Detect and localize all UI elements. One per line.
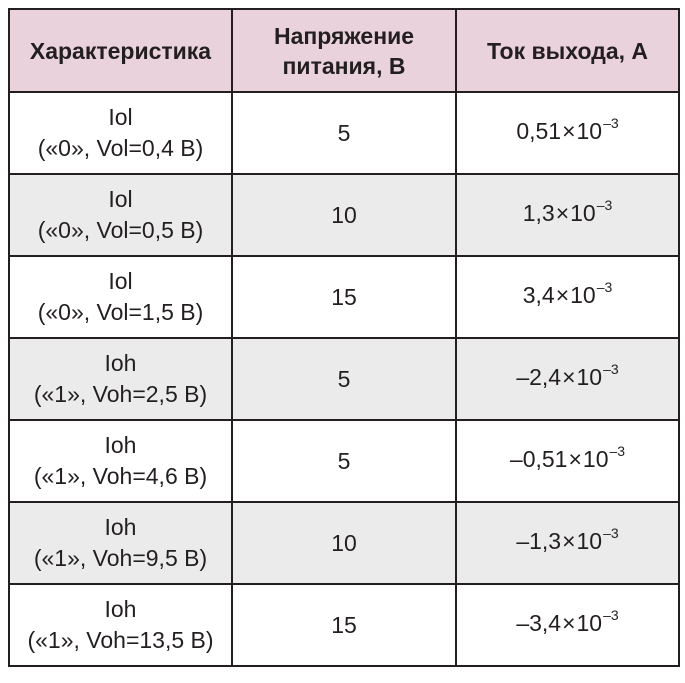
characteristic-name: Iol xyxy=(108,186,133,212)
characteristic-name: Ioh xyxy=(104,350,137,376)
current-cell: $1,3\times 10^{-3}$ xyxy=(456,174,679,256)
table-row xyxy=(9,584,679,666)
characteristic-condition: («0», Vol=0,4 В) xyxy=(37,135,204,161)
voltage-cell: 5 xyxy=(232,92,456,174)
characteristic-condition: («1», Voh=2,5 В) xyxy=(33,381,208,407)
characteristic-name: Iol xyxy=(108,268,133,294)
table-row xyxy=(9,502,679,584)
header-output-current: Ток выхода, А xyxy=(456,9,679,92)
characteristic-name: Iol xyxy=(108,104,133,130)
voltage-cell: 15 xyxy=(232,256,456,338)
characteristic-cell xyxy=(9,420,232,502)
characteristic-condition: («1», Voh=13,5 В) xyxy=(27,627,214,653)
current-cell: $3,4\times 10^{-3}$ xyxy=(456,256,679,338)
characteristic-condition: («1», Voh=9,5 В) xyxy=(33,545,208,571)
characteristic-cell xyxy=(9,502,232,584)
characteristic-cell xyxy=(9,92,232,174)
current-cell: $-2,4\times 10^{-3}$ xyxy=(456,338,679,420)
characteristic-name: Ioh xyxy=(104,432,137,458)
voltage-cell: 10 xyxy=(232,174,456,256)
characteristic-name: Ioh xyxy=(104,596,137,622)
current-cell: $-0,51\times 10^{-3}$ xyxy=(456,420,679,502)
characteristic-condition: («0», Vol=0,5 В) xyxy=(37,217,204,243)
header-row xyxy=(9,9,679,92)
characteristic-cell xyxy=(9,338,232,420)
header-supply-voltage: Напряжение питания, В xyxy=(232,9,456,92)
table-row xyxy=(9,174,679,256)
characteristic-cell xyxy=(9,256,232,338)
table-row xyxy=(9,338,679,420)
voltage-cell: 10 xyxy=(232,502,456,584)
header-characteristic: Характеристика xyxy=(9,9,232,92)
characteristic-condition: («1», Voh=4,6 В) xyxy=(33,463,208,489)
voltage-cell: 5 xyxy=(232,338,456,420)
current-cell: $0,51\times 10^{-3}$ xyxy=(456,92,679,174)
characteristic-cell xyxy=(9,174,232,256)
table-container xyxy=(8,8,680,667)
output-current-table xyxy=(8,8,680,667)
current-cell: $-1,3\times 10^{-3}$ xyxy=(456,502,679,584)
characteristic-name: Ioh xyxy=(104,514,137,540)
table-row xyxy=(9,256,679,338)
characteristic-condition: («0», Vol=1,5 В) xyxy=(37,299,204,325)
current-cell: $-3,4\times 10^{-3}$ xyxy=(456,584,679,666)
voltage-cell: 15 xyxy=(232,584,456,666)
voltage-cell: 5 xyxy=(232,420,456,502)
table-row xyxy=(9,420,679,502)
characteristic-cell xyxy=(9,584,232,666)
table-row xyxy=(9,92,679,174)
